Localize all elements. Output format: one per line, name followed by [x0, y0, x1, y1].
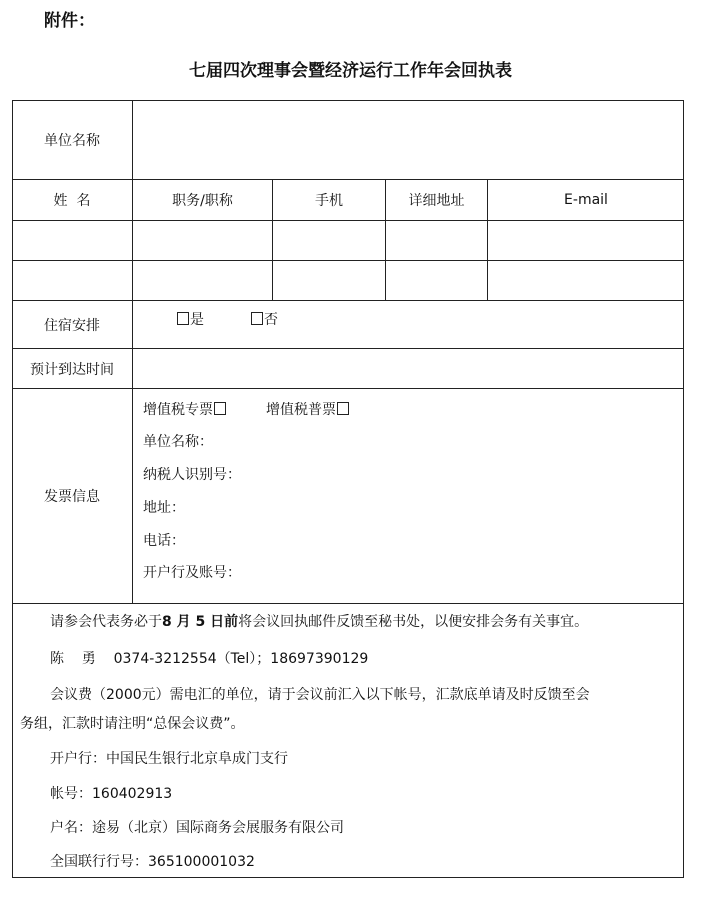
notes-contact: 陈 勇 0374-3212554（Tel）；18697390129 — [50, 651, 369, 667]
invoice-field-unit-name[interactable]: 单位名称： — [143, 434, 213, 450]
arrival-time-label: 预计到达时间 — [30, 361, 114, 378]
unit-name-field[interactable] — [133, 101, 683, 178]
name-field-row-1[interactable] — [13, 221, 132, 260]
lodging-label: 住宿安排 — [44, 317, 100, 334]
email-field-row-2[interactable] — [488, 261, 683, 300]
checkbox-icon[interactable] — [251, 312, 263, 325]
arrival-time-field[interactable] — [133, 349, 683, 388]
invoice-type-ordinary-label: 增值税普票 — [266, 402, 336, 418]
notes-deadline — [20, 612, 680, 632]
checkbox-icon[interactable] — [177, 312, 189, 325]
notes-deadline-text-end: 将会议回执邮件反馈至秘书处，以便安排会务有关事宜。 — [238, 614, 589, 630]
notes-bank-code: 全国联行行号：365100001032 — [50, 854, 255, 870]
email-field-row-1[interactable] — [488, 221, 683, 260]
lodging-no-label: 否 — [264, 312, 278, 328]
invoice-type-ordinary[interactable] — [266, 400, 350, 420]
invoice-info-label: 发票信息 — [44, 489, 100, 505]
address-field-row-1[interactable] — [386, 221, 487, 260]
checkbox-icon[interactable] — [337, 402, 349, 415]
invoice-field-address[interactable]: 地址： — [143, 500, 185, 516]
page-title: 七届四次理事会暨经济运行工作年会回执表 — [189, 61, 512, 81]
column-header-address: 详细地址 — [408, 193, 465, 209]
name-field-row-2[interactable] — [13, 261, 132, 300]
mobile-field-row-2[interactable] — [273, 261, 385, 300]
notes-account: 帐号：160402913 — [50, 786, 173, 802]
notes-fee-line-1: 会议费（2000元）需电汇的单位，请于会议前汇入以下帐号，汇款底单请及时反馈至会 — [50, 687, 590, 703]
address-field-row-2[interactable] — [386, 261, 487, 300]
notes-fee-line-2: 务组，汇款时请注明“总保会议费”。 — [20, 716, 245, 732]
lodging-yes-label: 是 — [190, 312, 204, 328]
position-field-row-1[interactable] — [133, 221, 272, 260]
invoice-field-tax-id[interactable]: 纳税人识别号： — [143, 467, 241, 483]
notes-bank: 开户行：中国民生银行北京阜成门支行 — [50, 751, 288, 767]
column-header-email: E-mail — [564, 192, 608, 208]
unit-name-label: 单位名称 — [44, 132, 100, 149]
row-divider — [12, 603, 684, 604]
invoice-type-special-label: 增值税专票 — [143, 402, 213, 418]
checkbox-icon[interactable] — [214, 402, 226, 415]
invoice-field-bank-account[interactable]: 开户行及账号： — [143, 565, 241, 581]
lodging-option-yes[interactable] — [176, 310, 204, 330]
invoice-field-phone[interactable]: 电话： — [143, 533, 185, 549]
position-field-row-2[interactable] — [133, 261, 272, 300]
notes-deadline-text: 请参会代表务必于 — [50, 614, 162, 630]
invoice-type-special[interactable] — [143, 400, 227, 420]
column-header-position: 职务/职称 — [172, 193, 233, 209]
lodging-option-no[interactable] — [250, 310, 278, 330]
notes-deadline-date: 8 月 5 日前 — [162, 614, 239, 630]
column-header-name: 姓 名 — [53, 193, 91, 209]
attachment-label: 附件： — [44, 11, 95, 31]
column-header-mobile: 手机 — [315, 193, 343, 209]
notes-account-name: 户名：途易（北京）国际商务会展服务有限公司 — [50, 820, 344, 836]
mobile-field-row-1[interactable] — [273, 221, 385, 260]
